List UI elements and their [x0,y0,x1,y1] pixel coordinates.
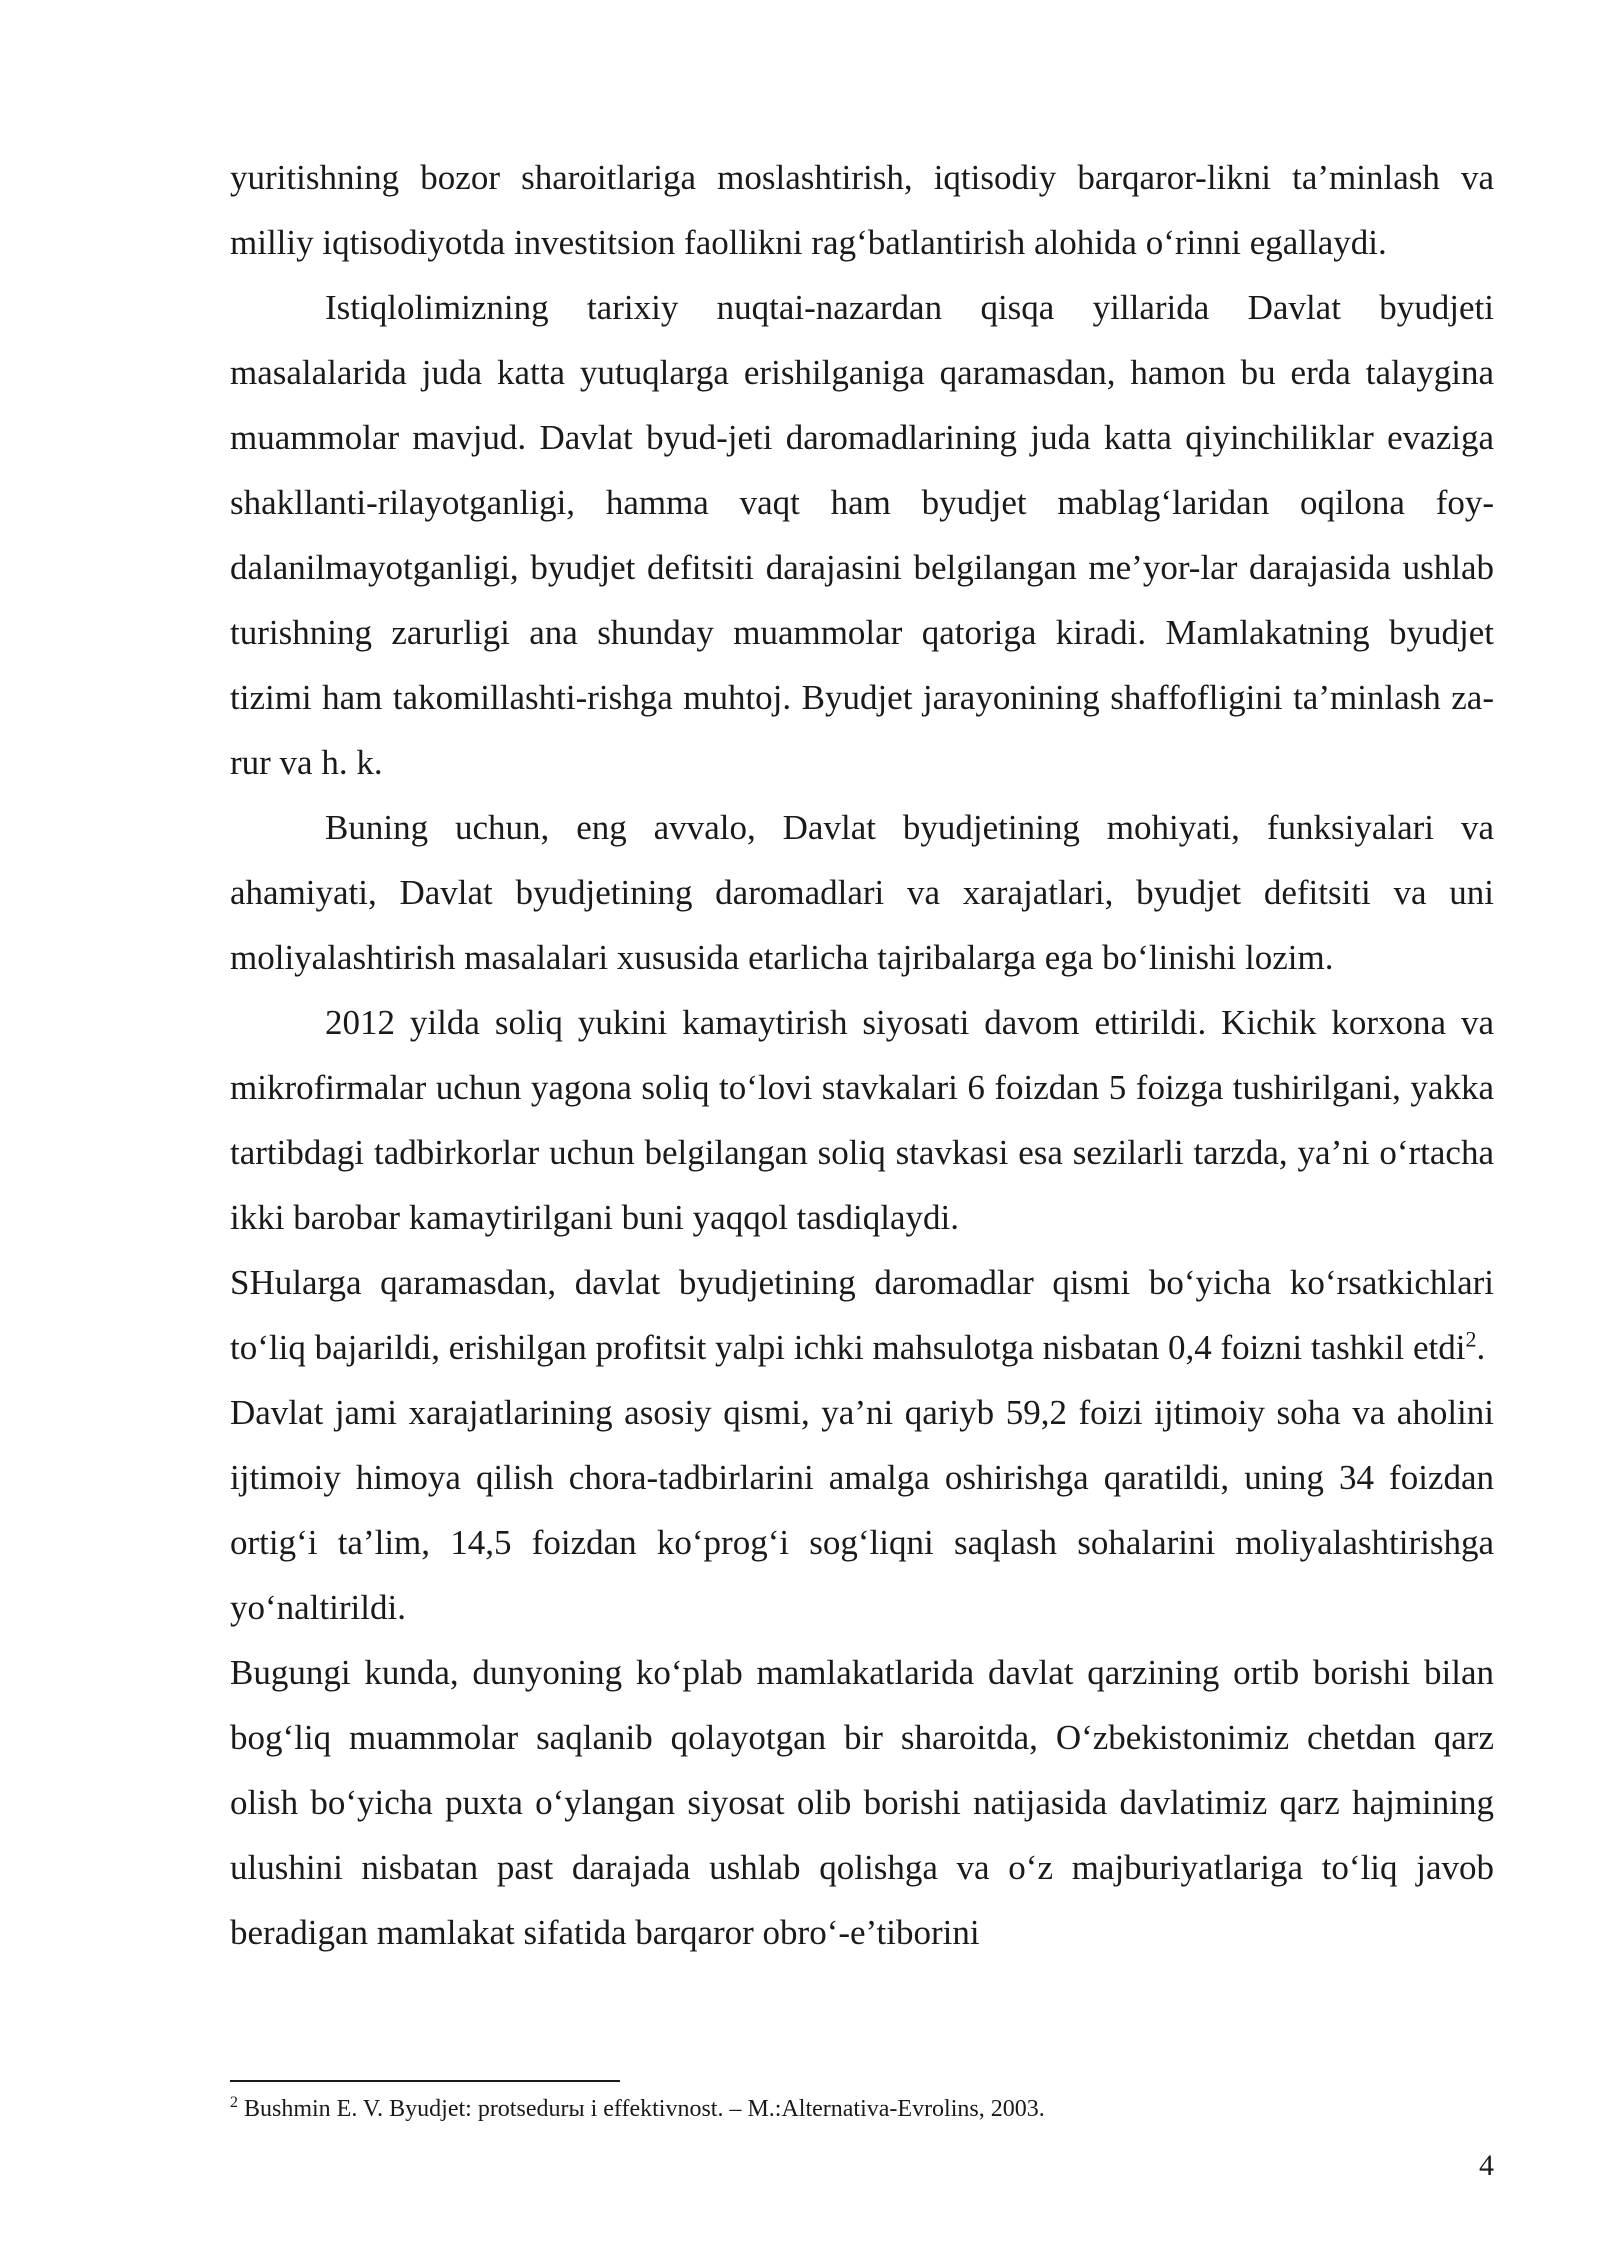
footnote-separator [230,2080,620,2082]
paragraph-5-text: SHularga qaramasdan, davlat byudjetining daromadlar qismi bo‘yicha ko‘rsatkichlari to‘liq bajarildi, erishilgan profitsit yalpi ichki mahsulotga nisbatan 0,4 foizni tashkil etdi [230,1263,1494,1367]
footnote-number: 2 [230,2094,238,2111]
paragraph-5-tail: . [1476,1328,1486,1367]
paragraph-1: yuritishning bozor sharoitlariga moslashtirish, iqtisodiy barqaror-likni ta’minlash va milliy iqtisodiyotda investitsion faollikni rag‘batlantirish alohida o‘rinni egallaydi. [230,158,1494,262]
page-number: 4 [1479,2149,1494,2182]
footnote-reference[interactable]: 2 [1465,1326,1477,1352]
paragraph-4: 2012 yilda soliq yukini kamaytirish siyosati davom ettirildi. Kichik korxona va mikrofirmalar uchun yagona soliq to‘lovi stavkalari 6 foizdan 5 foizga tushirilgani, yakka tartibdagi tadbirkorlar uchun belgilangan soliq stavkasi esa sezilarli tarzda, ya’ni o‘rtacha ikki barobar kamaytirilgani buni yaqqol tasdiqlaydi. [230,1003,1494,1237]
paragraph-6: Davlat jami xarajatlarining asosiy qismi, ya’ni qariyb 59,2 foizi ijtimoiy soha va aholini ijtimoiy himoya qilish chora-tadbirlarini amalga oshirishga qaratildi, uning 34 foizdan ortig‘i ta’lim, 14,5 foizdan ko‘prog‘i sog‘liqni saqlash sohalarini moliyalashtirishga yo‘naltirildi. [230,1393,1494,1627]
body-text [230,145,1494,1965]
paragraph-3: Buning uchun, eng avvalo, Davlat byudjetining mohiyati, funksiyalari va ahamiyati, Davlat byudjetining daromadlari va xarajatlari, byudjet defitsiti va uni moliyalashtirish masalalari xususida etarlicha tajribalarga ega bo‘linishi lozim. [230,808,1494,977]
footnote [230,2092,1494,2126]
paragraph-2: Istiqlolimizning tarixiy nuqtai-nazardan qisqa yillarida Davlat byudjeti masalalarida juda katta yutuqlarga erishilganiga qaramasdan, hamon bu erda talaygina muammolar mavjud. Davlat byud-jeti daromadlarining juda katta qiyinchiliklar evaziga shakllanti-rilayotganligi, hamma vaqt ham byudjet mablag‘laridan oqilona foy-dalanilmayotganligi, byudjet defitsiti darajasini belgilangan me’yor-lar darajasida ushlab turishning zarurligi ana shunday muammolar qatoriga kiradi. Mamlakatning byudjet tizimi ham takomillashti-rishga muhtoj. Byudjet jarayonining shaffofligini ta’minlash za-rur va h. k. [230,288,1494,782]
paragraph-5 [230,1250,1494,1380]
footnote-text: Bushmin E. V. Byudjet: protsedurы i effektivnost. – M.:Alternativa-Evrolins, 2003. [244,2096,1045,2122]
paragraph-7: Bugungi kunda, dunyoning ko‘plab mamlakatlarida davlat qarzining ortib borishi bilan bog‘liq muammolar saqlanib qolayotgan bir sharoitda, O‘zbekistonimiz chetdan qarz olish bo‘yicha puxta o‘ylangan siyosat olib borishi natijasida davlatimiz qarz hajmining ulushini nisbatan past darajada ushlab qolishga va o‘z majburiyatlariga to‘liq javob beradigan mamlakat sifatida barqaror obro‘-e’tiborini [230,1653,1494,1952]
